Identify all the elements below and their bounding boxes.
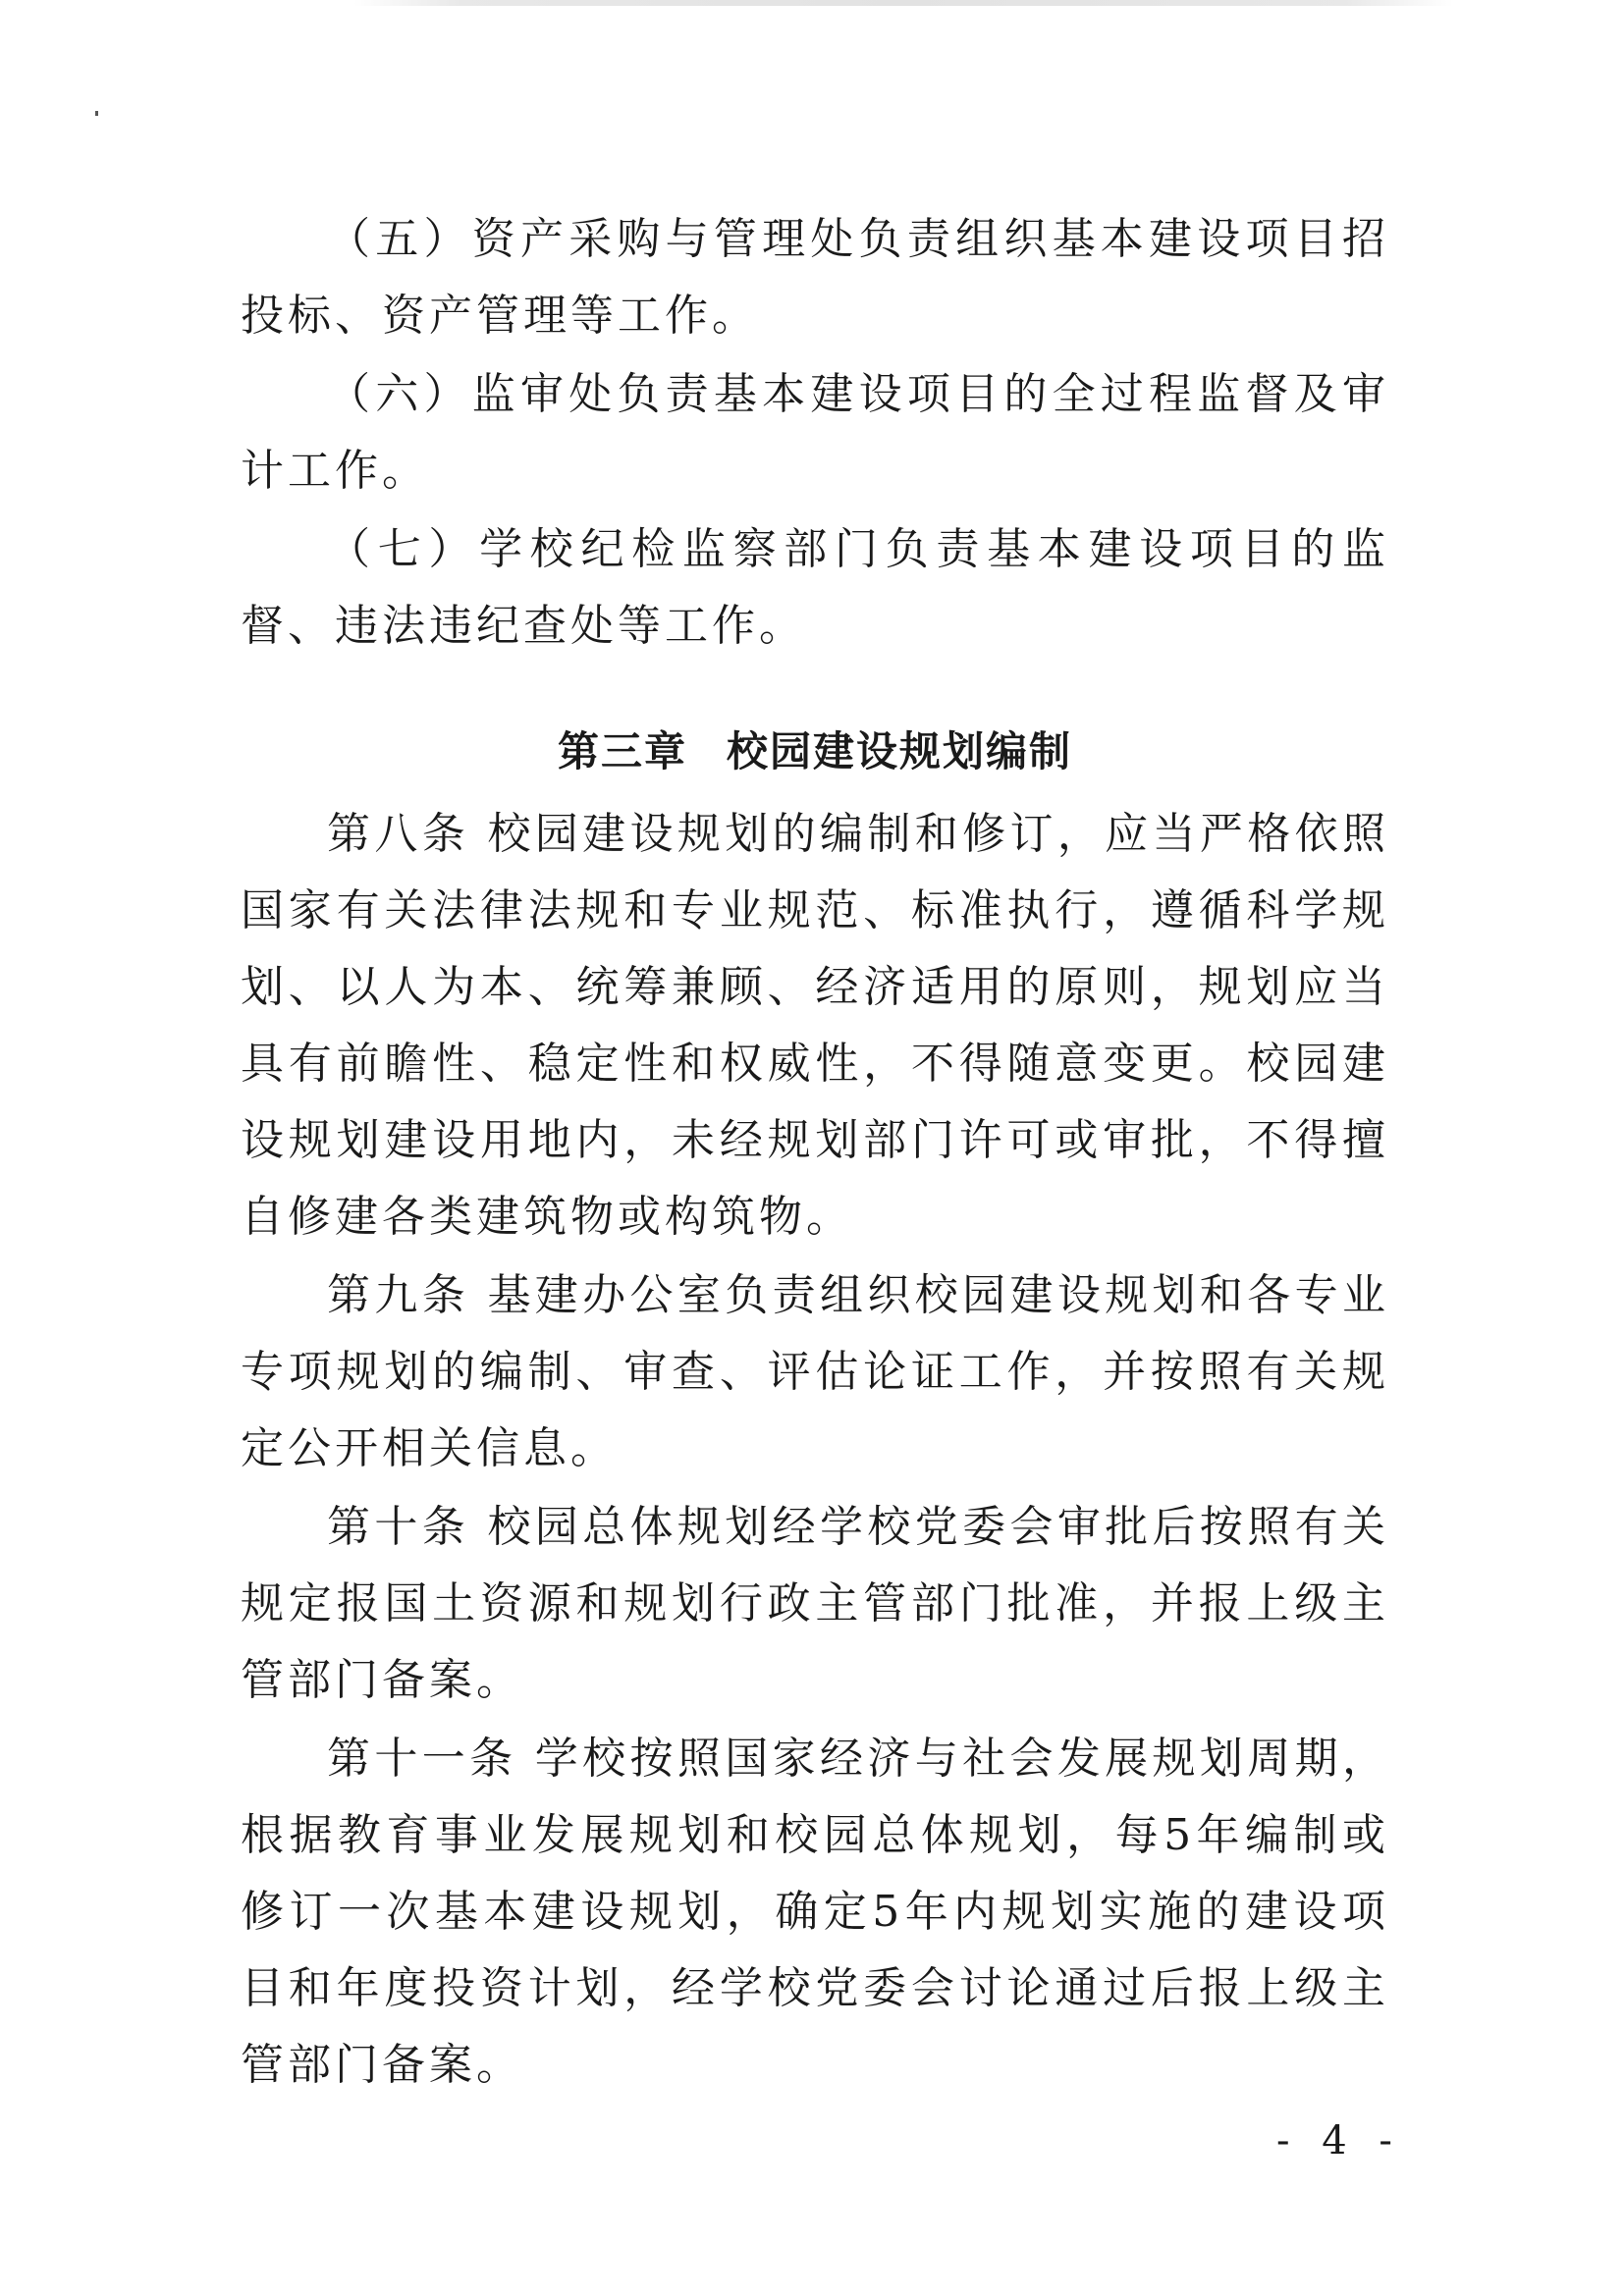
article-11: 第十一条 学校按照国家经济与社会发展规划周期，根据教育事业发展规划和校园总体规划，每5年编制或修订一次基本建设规划，确定5年内规划实施的建设项目和年度投资计划，经学校党委会讨论通过后报上级主管部门备案。 bbox=[241, 1734, 1389, 2090]
article-9: 第九条 基建办公室负责组织校园建设规划和各专业专项规划的编制、审查、评估论证工作，并按照有关规定公开相关信息。 bbox=[241, 1270, 1389, 1473]
document-page bbox=[241, 201, 1389, 2104]
article-10: 第十条 校园总体规划经学校党委会审批后按照有关规定报国土资源和规划行政主管部门批准，并报上级主管部门备案。 bbox=[241, 1502, 1389, 1705]
paragraph-item-7: （七）学校纪检监察部门负责基本建设项目的监督、违法违纪查处等工作。 bbox=[241, 524, 1389, 651]
scan-speck bbox=[95, 111, 98, 116]
paragraph-item-6: （六）监审处负责基本建设项目的全过程监督及审计工作。 bbox=[241, 369, 1389, 496]
scan-top-edge bbox=[353, 0, 1453, 6]
paragraph-item-5: （五）资产采购与管理处负责组织基本建设项目招投标、资产管理等工作。 bbox=[241, 214, 1389, 341]
chapter-number: 第三章 bbox=[557, 727, 687, 775]
chapter-heading bbox=[241, 708, 1389, 796]
page-number: - 4 - bbox=[1276, 2118, 1402, 2163]
chapter-title: 校园建设规划编制 bbox=[727, 727, 1073, 775]
article-8: 第八条 校园建设规划的编制和修订，应当严格依照国家有关法律法规和专业规范、标准执行，遵循科学规划、以人为本、统筹兼顾、经济适用的原则，规划应当具有前瞻性、稳定性和权威性，不得随意变更。校园建设规划建设用地内，未经规划部门许可或审批，不得擅自修建各类建筑物或构筑物。 bbox=[241, 809, 1389, 1242]
